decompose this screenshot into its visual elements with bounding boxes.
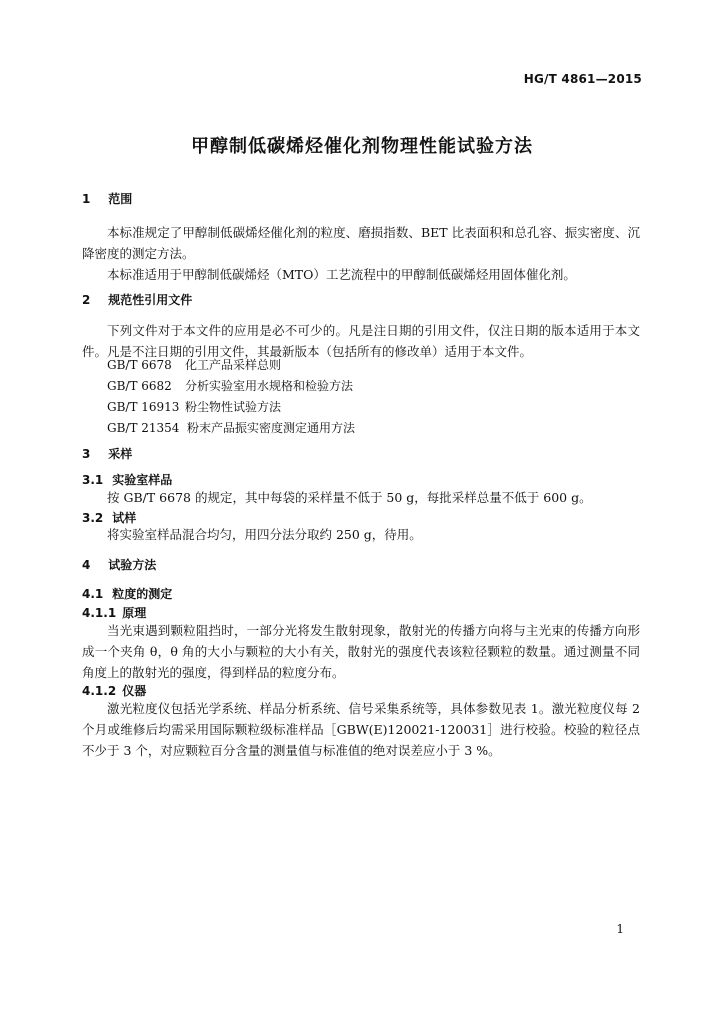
subsection-3-1-paragraph: 按 GB/T 6678 的规定，其中每袋的采样量不低于 50 g，每批采样总量不低于 600 g。 [107, 490, 592, 505]
page-number: 1 [616, 922, 624, 936]
reference-item [107, 398, 281, 415]
section-1-paragraph-1: 本标准规定了甲醇制低碳烯烃催化剂的粒度、磨损指数、BET 比表面积和总孔容、振实密度、沉降密度的测定方法。 [82, 225, 640, 261]
section-2-paragraph: 下列文件对于本文件的应用是必不可少的。凡是注日期的引用文件，仅注日期的版本适用于本文件。凡是不注日期的引用文件，其最新版本（包括所有的修改单）适用于本文件。 [82, 323, 640, 359]
section-number: 3.1 [82, 473, 104, 487]
section-2-heading [82, 291, 192, 308]
subsection-3-1-heading [82, 471, 172, 488]
reference-name: 粉尘物性试验方法 [185, 400, 282, 414]
section-1-paragraph-2: 本标准适用于甲醇制低碳烯烃（MTO）工艺流程中的甲醇制低碳烯烃用固体催化剂。 [107, 267, 576, 282]
section-title: 采样 [108, 447, 133, 461]
section-1-heading [82, 190, 132, 207]
standard-code: HG/T 4861—2015 [523, 72, 642, 86]
section-number: 3 [82, 447, 91, 461]
section-title: 范围 [108, 192, 133, 206]
reference-code: GB/T 6678 [107, 358, 172, 372]
section-title: 规范性引用文件 [108, 293, 193, 307]
section-title: 试样 [112, 511, 137, 525]
reference-item [107, 419, 355, 436]
section-4-heading [82, 556, 156, 573]
section-title: 试验方法 [108, 558, 157, 572]
section-3-heading [82, 445, 132, 462]
reference-name: 化工产品采样总则 [185, 358, 282, 372]
section-title: 实验室样品 [112, 473, 173, 487]
reference-code: GB/T 21354 [107, 421, 180, 435]
section-number: 4 [82, 558, 91, 572]
section-title: 仪器 [122, 684, 147, 698]
reference-name: 粉末产品振实密度测定通用方法 [187, 421, 356, 435]
subsection-4-1-2-heading [82, 682, 146, 699]
reference-item [107, 356, 281, 373]
section-number: 1 [82, 192, 91, 206]
reference-code: GB/T 16913 [107, 400, 180, 414]
reference-code: GB/T 6682 [107, 379, 172, 393]
section-number: 4.1 [82, 587, 104, 601]
section-number: 4.1.1 [82, 606, 117, 620]
subsection-4-1-1-paragraph: 当光束遇到颗粒阻挡时，一部分光将发生散射现象，散射光的传播方向将与主光束的传播方向形成一个夹角 θ，θ 角的大小与颗粒的大小有关，散射光的强度代表该粒径颗粒的数量。通过测量不同角度上的散射光的强度，得到样品的粒度分布。 [82, 623, 640, 680]
subsection-4-1-1-heading [82, 604, 146, 621]
section-title: 原理 [122, 606, 147, 620]
reference-item [107, 377, 353, 394]
subsection-4-1-heading [82, 585, 172, 602]
document-title: 甲醇制低碳烯烃催化剂物理性能试验方法 [191, 136, 533, 157]
section-number: 4.1.2 [82, 684, 117, 698]
section-title: 粒度的测定 [112, 587, 173, 601]
reference-name: 分析实验室用水规格和检验方法 [185, 379, 354, 393]
subsection-4-1-2-paragraph: 激光粒度仪包括光学系统、样品分析系统、信号采集系统等，具体参数见表 1。激光粒度仪每 2 个月或维修后均需采用国际颗粒级标准样品［GBW(E)120021-120031］进行校验。校验的粒径点不少于 3 个，对应颗粒百分含量的测量值与标准值的绝对误差应小于 3 %。 [82, 701, 640, 758]
subsection-3-2-paragraph: 将实验室样品混合均匀，用四分法分取约 250 g，待用。 [107, 527, 422, 542]
section-number: 3.2 [82, 511, 104, 525]
section-number: 2 [82, 293, 91, 307]
